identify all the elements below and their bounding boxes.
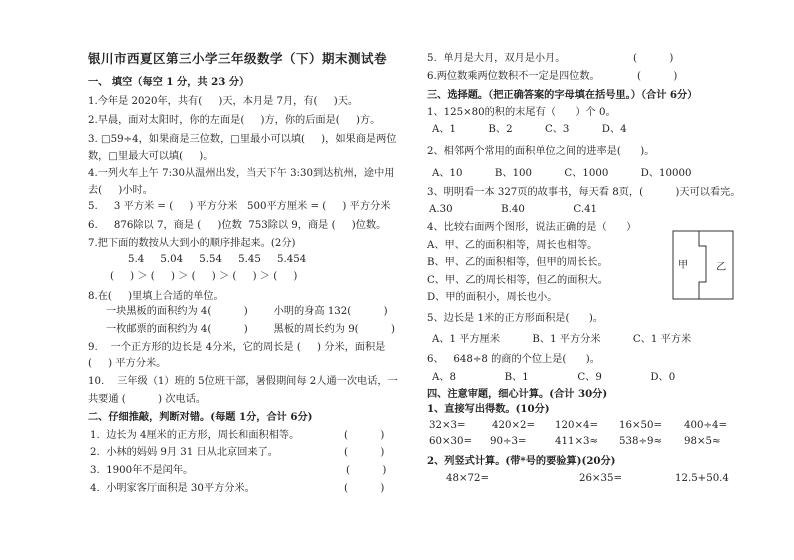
calc-item: 98×5≈ (684, 436, 721, 447)
judge-q2-bracket: ( ) (344, 447, 385, 458)
fill-q9-line1: 9. 一个正方形的边长是 4分米，它的周长是 ( ) 分米，面积是 (88, 342, 386, 353)
choice-q5: 5、边长是 1米的正方形面积是( )。 (427, 313, 604, 324)
vertical-calc-item: 48×72= (446, 473, 489, 484)
judge-q3-bracket: ( ) (346, 465, 387, 476)
fill-q7: 7.把下面的数按从大到小的顺序排起来。(2分) (88, 238, 296, 249)
fill-q8: 8.在( )里填上合适的单位。 (88, 291, 224, 302)
calc-item: 60×30= (429, 436, 472, 447)
choice-q5-options: A、1 平方厘米 B、1 平方分米 C、1 平方米 (432, 334, 692, 345)
fill-q2: 2.早晨，面对太阳时，你的左面是( )方，你的后面是( )方。 (88, 115, 381, 126)
section-1-heading: 一、 填空（每空 1 分，共 23 分） (88, 76, 250, 88)
vertical-calc-item: 12.5+50.4 (675, 473, 729, 484)
figure-label-yi: 乙 (716, 262, 727, 273)
judge-q2: 2. 小林的妈妈 9月 31 日从北京回来了。 (90, 447, 278, 458)
fill-q3-line1: 3. □59÷4，如果商是三位数，□里最小可以填( )，如果商是两位 (88, 134, 397, 145)
figure-divider-line (699, 231, 706, 299)
choice-q2: 2、相邻两个常用的面积单位之间的进率是( )。 (427, 146, 655, 157)
choice-q3-options: A.30 B.40 C.41 (429, 204, 598, 215)
section-3-heading: 三、选择题。（把正确答案的字母填在括号里。）（合计 6分） (427, 89, 698, 101)
calc-item: 400÷4= (684, 420, 727, 431)
calc-item: 420×2= (492, 420, 535, 431)
judge-q5-bracket: ( ) (633, 53, 674, 64)
fill-q9-line2: ( ) 平方分米。 (88, 358, 167, 369)
judge-q5: 5. 单月是大月，双月是小月。 (427, 53, 566, 64)
section-2-heading: 二、仔细推敲，判断对错。(每题 1分，合计 6分) (88, 411, 313, 423)
calc-item: 120×4= (555, 420, 598, 431)
fill-q4-line2: 去( )小时。 (88, 185, 153, 196)
choice-q4-option-c: C、甲、乙的周长相等，但乙的面积大。 (427, 275, 608, 286)
calc-sub2-heading: 2、列竖式计算。(带*号的要验算)(20分) (427, 455, 616, 467)
judge-q1-bracket: ( ) (344, 430, 385, 441)
fill-q3-line2: 数，□里最大可以填( )。 (88, 151, 214, 162)
fill-q7-numbers: 5.4 5.04 5.54 5.45 5.454 (128, 254, 307, 265)
fill-q6: 6. 876除以 7，商是 ( )位数 753除以 9，商是 ( )位数。 (88, 220, 387, 231)
judge-q6: 6.两位数乘两位数积不一定是四位数。 (427, 71, 600, 82)
choice-q6: 6、 648÷8 的商的个位上是( )。 (427, 354, 600, 365)
fill-q4-line1: 4.一列火车上午 7:30从温州出发，当天下午 3:30到达杭州，途中用 (88, 168, 395, 179)
calc-item: 90÷3= (490, 436, 527, 447)
fill-q5: 5. 3 平方米 = ( ) 平方分米 500平方厘米 = ( ) 平方分米 (88, 201, 391, 212)
choice-q4: 4、比较右面两个图形，说法正确的是（ ） (427, 222, 637, 233)
choice-q6-options: A、8 B、1 C、9 D、0 (432, 372, 676, 383)
calc-sub1-heading: 1、直接写出得数。(10分) (427, 403, 550, 415)
calc-item: 32×3= (429, 420, 466, 431)
choice-q1-options: A、1 B、2 C、3 D、4 (432, 124, 627, 135)
choice-q1: 1、125×80的积的末尾有（ ）个 0。 (427, 107, 616, 118)
figure-label-jia: 甲 (678, 260, 689, 271)
fill-q8-row2: 一枚邮票的面积约为 4( ) 黑板的周长约为 9( ) (106, 324, 396, 335)
judge-q4-bracket: ( ) (344, 483, 385, 494)
fill-q8-row1: 一块黑板的面积约为 4( ) 小明的身高 132( ) (106, 306, 388, 317)
judge-q1: 1. 边长为 4厘米的正方形，周长和面积相等。 (90, 430, 300, 441)
fill-q10-line1: 10. 三年级（1）班的 5位班干部，暑假期间每 2人通一次电话，一 (88, 376, 398, 387)
judge-q6-bracket: ( ) (637, 71, 678, 82)
fill-q7-blanks: ( ) ＞ ( ) ＞ ( ) ＞ ( ) ＞ ( ) (110, 271, 298, 282)
vertical-calc-item: 26×35= (579, 473, 622, 484)
choice-q2-options: A、10 B、100 C、1000 D、10000 (432, 168, 692, 179)
section-4-heading: 四、注意审题，细心计算。(合计 30分) (427, 388, 608, 400)
fill-q1: 1.今年是 2020年，共有( )天，本月是 7月，有( )天。 (88, 96, 359, 107)
calc-item: 538÷9≈ (619, 436, 662, 447)
calc-item: 16×50= (619, 420, 662, 431)
choice-q4-option-d: D、甲的面积小，周长也小。 (427, 292, 558, 303)
choice-q4-option-b: B、甲、乙的面积相等，但甲的周长长。 (427, 257, 608, 268)
judge-q4: 4. 小明家客厅面积是 30平方分米。 (90, 483, 255, 494)
choice-q3: 3、明明看一本 327页的故事书，每天看 8页，( )天可以看完。 (427, 187, 741, 198)
judge-q3: 3. 1900年不是闰年。 (90, 465, 194, 476)
fill-q10-line2: 共要通 ( ) 次电话。 (88, 394, 207, 405)
calc-item: 411×3≈ (555, 436, 598, 447)
choice-q4-option-a: A、甲、乙的面积相等，周长也相等。 (427, 240, 598, 251)
page-title: 银川市西夏区第三小学三年级数学（下）期末测试卷 (88, 51, 388, 66)
